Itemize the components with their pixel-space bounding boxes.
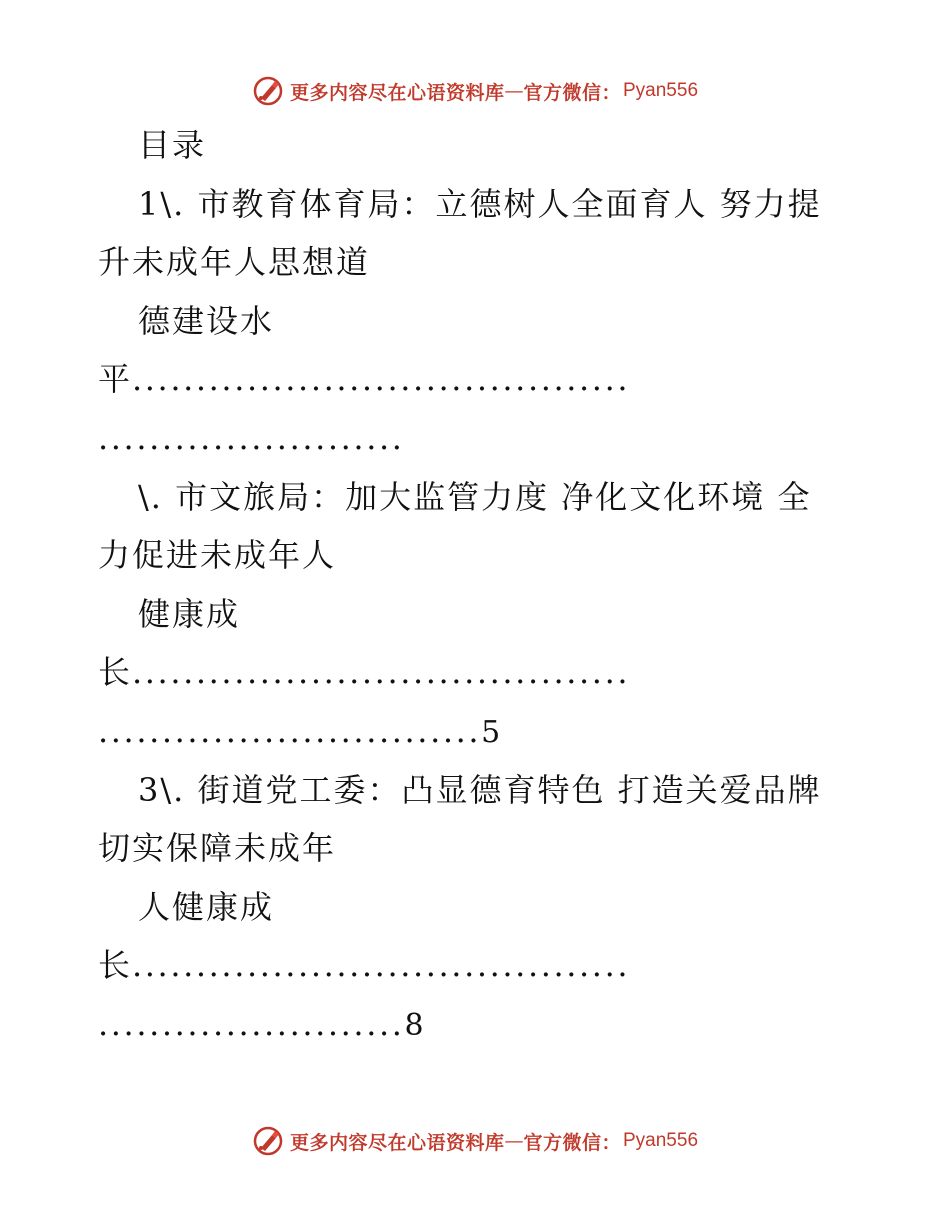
pen-logo-icon [252,1125,284,1157]
pen-logo-icon [252,75,284,107]
toc-entry-2-leader-line2[interactable] [98,702,838,761]
toc-entry-1-leader-line2[interactable] [98,409,838,468]
toc-entry-3-dots-2: ........................ [98,1004,405,1043]
toc-entry-2-title-line1[interactable]: \. 市文旅局：加大监管力度 净化文化环境 全 [138,477,812,516]
toc-entry-3-dots: ....................................... [132,946,631,985]
table-of-contents [98,116,838,1054]
header-watermark [0,71,950,111]
toc-entry-3-title-line1[interactable]: 3\. 街道党工委：凸显德育特色 打造关爱品牌 [138,770,822,809]
watermark-wechat-label: 官方微信： [523,1131,621,1154]
toc-entry-2-page-number: 5 [481,714,503,750]
toc-entry-2-leader-line[interactable] [98,643,838,702]
footer-watermark [0,1121,950,1161]
watermark-site-name: 更多内容尽在心语资料库 [289,1131,505,1154]
toc-entry-1-dots: ....................................... [132,360,631,399]
toc-entry-3-leader-line[interactable] [98,936,838,995]
toc-entry-3-page-number: 8 [404,1007,426,1043]
toc-entry-2-title-end: 长 [98,653,133,692]
toc-entry-1-title-end: 平 [98,360,133,399]
toc-entry-3-title-line2[interactable]: 切实保障未成年 [98,829,337,868]
watermark-dash: — [504,80,524,102]
watermark-wechat-id: Pyan556 [623,80,699,101]
toc-entry-2-dots: ....................................... [132,653,631,692]
toc-entry-2-title-line2[interactable]: 力促进未成年人 [98,536,337,575]
toc-entry-3-title-end: 长 [98,946,133,985]
toc-entry-1-title-line3[interactable]: 德建设水 [138,301,275,340]
watermark-dash: — [504,1130,524,1152]
toc-heading: 目录 [138,126,207,164]
toc-entry-2-dots-2: .............................. [98,711,482,750]
toc-entry-1-title-line1[interactable]: 1\. 市教育体育局：立德树人全面育人 努力提 [138,184,822,223]
toc-entry-2-title-line3[interactable]: 健康成 [138,594,241,633]
toc-entry-3-leader-line2[interactable] [98,995,838,1054]
toc-entry-3-title-line3[interactable]: 人健康成 [138,887,275,926]
toc-entry-1-dots-2: ........................ [98,418,405,457]
toc-entry-1-leader-line[interactable] [98,350,838,409]
watermark-wechat-label: 官方微信： [523,81,621,104]
toc-entry-1-title-line2[interactable]: 升未成年人思想道 [98,243,371,282]
watermark-site-name: 更多内容尽在心语资料库 [289,81,505,104]
watermark-wechat-id: Pyan556 [623,1130,699,1151]
